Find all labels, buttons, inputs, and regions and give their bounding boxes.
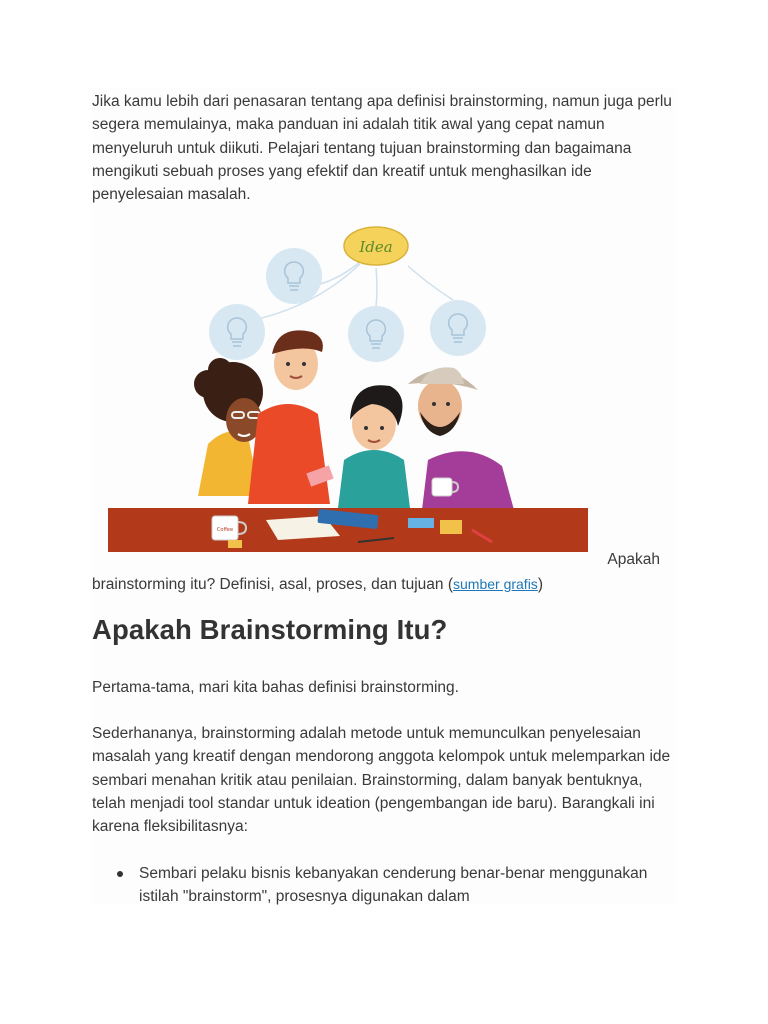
intro-paragraph: Jika kamu lebih dari penasaran tentang apa definisi brainstorming, namun juga perlu segera memulainya, maka panduan ini adalah titik awal yang cepat namun menyeluruh untuk diikuti. Pelajari tentang tujuan brainstorming dan bagaimana mengikuti sebuah proses yang efektif dan kreatif untuk menghasilkan ide penyelesaian masalah. [92, 93, 672, 204]
bullet-dot-icon [117, 871, 123, 877]
sticky-note-yellow [440, 520, 462, 534]
source-link[interactable]: sumber grafis [453, 576, 538, 592]
lightbulb-circle-icon [266, 248, 322, 304]
person-teal-shirt [338, 385, 410, 508]
caption-text: brainstorming itu? Definisi, asal, proses, dan tujuan ( [92, 576, 453, 593]
figure-caption [92, 548, 676, 597]
document-page [92, 88, 676, 904]
idea-bubble-label: Idea [359, 238, 393, 256]
sticky-note-yellow [228, 540, 242, 548]
bullet-item-text: Sembari pelaku bisnis kebanyakan cenderung benar-benar menggunakan istilah "brainstorm", prosesnya digunakan dalam [139, 865, 648, 906]
lightbulb-circle-icon [348, 306, 404, 362]
body-paragraph-2: Sederhananya, brainstorming adalah metode untuk memunculkan penyelesaian masalah yang kreatif dengan mendorong anggota kelompok untuk melemparkan ide sembari menahan kritik atau penilaian. Brainstorming, dalam banyak bentuknya, telah menjadi tool standar untuk ideation (pengembangan ide baru). Barangkali ini karena fleksibilitasnya: [92, 725, 671, 836]
brainstorming-illustration-svg [108, 224, 588, 552]
caption-close: ) [537, 576, 543, 593]
sticky-note-blue [408, 518, 434, 528]
person-hat-beard [408, 367, 514, 510]
caption-first-word: Apakah [607, 551, 660, 568]
idea-bubble [344, 227, 408, 265]
body-paragraph-1: Pertama-tama, mari kita bahas definisi brainstorming. [92, 679, 459, 696]
brainstorming-illustration [108, 224, 588, 552]
person-red-shirt [248, 330, 334, 504]
lightbulb-circle-icon [209, 304, 265, 360]
bullet-list [92, 862, 676, 909]
section-heading: Apakah Brainstorming Itu? [92, 614, 448, 645]
lightbulb-circle-icon [430, 300, 486, 356]
mug-label: Coffee [216, 527, 234, 533]
bullet-item [92, 862, 676, 909]
